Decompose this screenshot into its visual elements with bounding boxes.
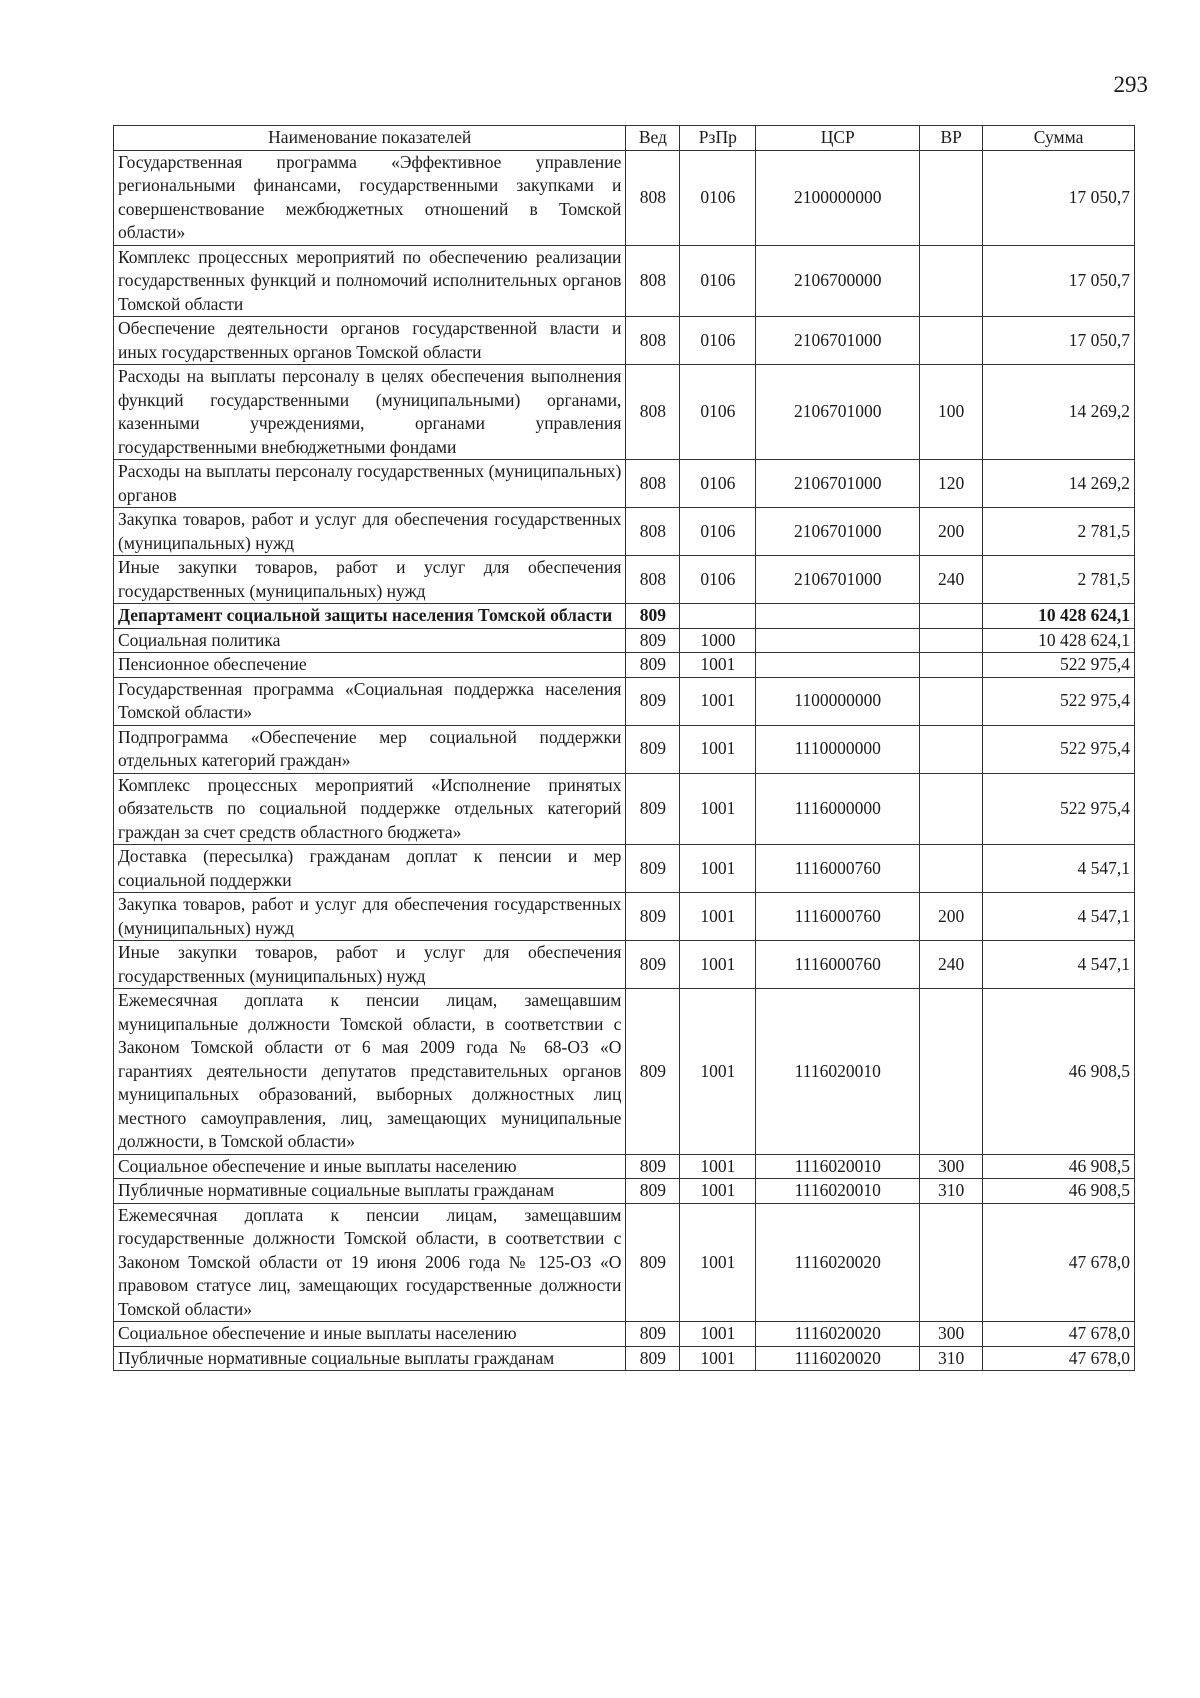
row-rzpr-cell: 0106 [680,508,756,556]
row-ved-cell: 808 [626,245,680,317]
row-csr-cell: 1116000000 [756,773,920,845]
row-name-cell: Подпрограмма «Обеспечение мер социальной поддержки отдельных категорий граждан» [114,725,626,773]
row-csr-cell: 1116020010 [756,989,920,1155]
budget-table [113,125,1135,1371]
row-name-cell: Департамент социальной защиты населения Томской области [114,604,626,629]
row-name-cell: Социальное обеспечение и иные выплаты населению [114,1322,626,1347]
table-row [114,365,1135,460]
row-vr-cell [920,628,983,653]
row-rzpr-cell: 1001 [680,845,756,893]
column-header-ved: Вед [626,126,680,151]
row-csr-cell: 1116020020 [756,1322,920,1347]
row-name-cell: Государственная программа «Эффективное управление региональными финансами, государственными закупками и совершенствование межбюджетных отношений в Томской области» [114,150,626,245]
row-ved-cell: 809 [626,989,680,1155]
row-vr-cell: 300 [920,1322,983,1347]
row-sum-cell: 2 781,5 [983,556,1135,604]
row-sum-cell: 2 781,5 [983,508,1135,556]
row-ved-cell: 809 [626,1154,680,1179]
row-csr-cell: 2106701000 [756,365,920,460]
row-ved-cell: 809 [626,1346,680,1371]
row-sum-cell: 47 678,0 [983,1346,1135,1371]
row-rzpr-cell: 1001 [680,1179,756,1204]
table-body [114,150,1135,1371]
row-rzpr-cell: 1000 [680,628,756,653]
row-ved-cell: 809 [626,845,680,893]
row-vr-cell: 120 [920,460,983,508]
row-rzpr-cell: 1001 [680,1322,756,1347]
row-rzpr-cell: 0106 [680,556,756,604]
row-name-cell: Комплекс процессных мероприятий по обеспечению реализации государственных функций и полномочий исполнительных органов Томской области [114,245,626,317]
row-ved-cell: 809 [626,1179,680,1204]
row-name-cell: Расходы на выплаты персоналу в целях обеспечения выполнения функций государственными (муниципальными) органами, казенными учреждениями, органами управления государственными внебюджетными фондами [114,365,626,460]
row-name-cell: Государственная программа «Социальная поддержка населения Томской области» [114,677,626,725]
column-header-vr: ВР [920,126,983,151]
row-rzpr-cell: 0106 [680,460,756,508]
row-vr-cell: 240 [920,556,983,604]
row-rzpr-cell: 1001 [680,893,756,941]
row-csr-cell: 1116000760 [756,893,920,941]
row-vr-cell [920,989,983,1155]
row-vr-cell: 310 [920,1179,983,1204]
row-name-cell: Социальная политика [114,628,626,653]
row-sum-cell: 17 050,7 [983,150,1135,245]
row-csr-cell: 1116020010 [756,1154,920,1179]
row-csr-cell [756,628,920,653]
row-csr-cell: 2106700000 [756,245,920,317]
row-csr-cell: 2106701000 [756,460,920,508]
row-rzpr-cell: 1001 [680,989,756,1155]
table-row [114,1346,1135,1371]
column-header-rzpr: РзПр [680,126,756,151]
row-name-cell: Публичные нормативные социальные выплаты гражданам [114,1346,626,1371]
table-row [114,845,1135,893]
row-sum-cell: 522 975,4 [983,725,1135,773]
row-ved-cell: 809 [626,725,680,773]
table-row [114,508,1135,556]
row-ved-cell: 809 [626,628,680,653]
row-vr-cell [920,725,983,773]
row-rzpr-cell: 1001 [680,677,756,725]
table-row [114,677,1135,725]
row-vr-cell: 240 [920,941,983,989]
table-row [114,1154,1135,1179]
table-row [114,317,1135,365]
row-sum-cell: 4 547,1 [983,941,1135,989]
row-name-cell: Комплекс процессных мероприятий «Исполнение принятых обязательств по социальной поддержке отдельных категорий граждан за счет средств областного бюджета» [114,773,626,845]
table-row [114,773,1135,845]
column-header-sum: Сумма [983,126,1135,151]
table-row [114,653,1135,678]
row-csr-cell [756,653,920,678]
row-ved-cell: 809 [626,677,680,725]
table-row [114,460,1135,508]
row-vr-cell: 200 [920,893,983,941]
row-csr-cell: 1116000760 [756,941,920,989]
table-row [114,989,1135,1155]
row-sum-cell: 10 428 624,1 [983,628,1135,653]
row-ved-cell: 809 [626,1203,680,1322]
row-sum-cell: 522 975,4 [983,677,1135,725]
row-ved-cell: 809 [626,1322,680,1347]
row-rzpr-cell: 0106 [680,150,756,245]
row-csr-cell: 2100000000 [756,150,920,245]
row-rzpr-cell: 1001 [680,725,756,773]
row-rzpr-cell [680,604,756,629]
row-sum-cell: 522 975,4 [983,653,1135,678]
row-vr-cell [920,773,983,845]
row-csr-cell: 1116020020 [756,1203,920,1322]
table-row [114,556,1135,604]
row-name-cell: Доставка (пересылка) гражданам доплат к пенсии и мер социальной поддержки [114,845,626,893]
table-row [114,941,1135,989]
row-ved-cell: 809 [626,653,680,678]
row-csr-cell: 2106701000 [756,508,920,556]
page-number: 293 [1113,72,1148,97]
row-rzpr-cell: 0106 [680,365,756,460]
row-vr-cell [920,245,983,317]
row-rzpr-cell: 1001 [680,1154,756,1179]
row-sum-cell: 14 269,2 [983,365,1135,460]
row-sum-cell: 46 908,5 [983,989,1135,1155]
row-name-cell: Расходы на выплаты персоналу государственных (муниципальных) органов [114,460,626,508]
column-header-csr: ЦСР [756,126,920,151]
row-csr-cell: 1110000000 [756,725,920,773]
row-ved-cell: 808 [626,460,680,508]
row-rzpr-cell: 1001 [680,1346,756,1371]
row-csr-cell: 1116000760 [756,845,920,893]
row-vr-cell [920,677,983,725]
row-sum-cell: 47 678,0 [983,1322,1135,1347]
table-row [114,150,1135,245]
row-sum-cell: 4 547,1 [983,893,1135,941]
table-row [114,1322,1135,1347]
row-vr-cell: 200 [920,508,983,556]
row-ved-cell: 808 [626,508,680,556]
row-name-cell: Обеспечение деятельности органов государственной власти и иных государственных органов Томской области [114,317,626,365]
row-vr-cell: 300 [920,1154,983,1179]
row-name-cell: Закупка товаров, работ и услуг для обеспечения государственных (муниципальных) нужд [114,893,626,941]
row-ved-cell: 808 [626,556,680,604]
row-sum-cell: 47 678,0 [983,1203,1135,1322]
row-sum-cell: 14 269,2 [983,460,1135,508]
row-ved-cell: 809 [626,941,680,989]
row-ved-cell: 808 [626,150,680,245]
table-row [114,628,1135,653]
row-csr-cell: 1100000000 [756,677,920,725]
row-vr-cell [920,150,983,245]
row-name-cell: Иные закупки товаров, работ и услуг для обеспечения государственных (муниципальных) нужд [114,556,626,604]
row-vr-cell [920,604,983,629]
column-header-name: Наименование показателей [114,126,626,151]
row-name-cell: Закупка товаров, работ и услуг для обеспечения государственных (муниципальных) нужд [114,508,626,556]
row-csr-cell [756,604,920,629]
row-rzpr-cell: 1001 [680,653,756,678]
row-ved-cell: 809 [626,893,680,941]
row-sum-cell: 17 050,7 [983,317,1135,365]
row-name-cell: Социальное обеспечение и иные выплаты населению [114,1154,626,1179]
row-ved-cell: 809 [626,773,680,845]
row-csr-cell: 2106701000 [756,317,920,365]
row-vr-cell [920,653,983,678]
row-sum-cell: 10 428 624,1 [983,604,1135,629]
table-row [114,245,1135,317]
table-row [114,893,1135,941]
row-rzpr-cell: 0106 [680,317,756,365]
row-csr-cell: 2106701000 [756,556,920,604]
row-ved-cell: 808 [626,365,680,460]
row-sum-cell: 46 908,5 [983,1154,1135,1179]
row-rzpr-cell: 1001 [680,1203,756,1322]
row-vr-cell [920,317,983,365]
table-row [114,1179,1135,1204]
table-row [114,1203,1135,1322]
row-ved-cell: 808 [626,317,680,365]
row-name-cell: Пенсионное обеспечение [114,653,626,678]
row-ved-cell: 809 [626,604,680,629]
row-rzpr-cell: 1001 [680,773,756,845]
row-rzpr-cell: 1001 [680,941,756,989]
row-vr-cell [920,1203,983,1322]
row-name-cell: Ежемесячная доплата к пенсии лицам, замещавшим муниципальные должности Томской области, в соответствии с Законом Томской области от 6 мая 2009 года № 68-ОЗ «О гарантиях деятельности депутатов представительных органов муниципальных образований, выборных должностных лиц местного самоуправления, лиц, замещающих муниципальные должности, в Томской области» [114,989,626,1155]
table-row [114,604,1135,629]
row-vr-cell [920,845,983,893]
row-sum-cell: 17 050,7 [983,245,1135,317]
table-row [114,725,1135,773]
row-sum-cell: 522 975,4 [983,773,1135,845]
row-rzpr-cell: 0106 [680,245,756,317]
row-name-cell: Публичные нормативные социальные выплаты гражданам [114,1179,626,1204]
row-csr-cell: 1116020010 [756,1179,920,1204]
row-csr-cell: 1116020020 [756,1346,920,1371]
row-sum-cell: 4 547,1 [983,845,1135,893]
table-header-row [114,126,1135,151]
row-name-cell: Ежемесячная доплата к пенсии лицам, замещавшим государственные должности Томской области, в соответствии с Законом Томской области от 19 июня 2006 года № 125-ОЗ «О правовом статусе лиц, замещающих государственные должности Томской области» [114,1203,626,1322]
row-vr-cell: 310 [920,1346,983,1371]
row-vr-cell: 100 [920,365,983,460]
row-name-cell: Иные закупки товаров, работ и услуг для обеспечения государственных (муниципальных) нужд [114,941,626,989]
row-sum-cell: 46 908,5 [983,1179,1135,1204]
